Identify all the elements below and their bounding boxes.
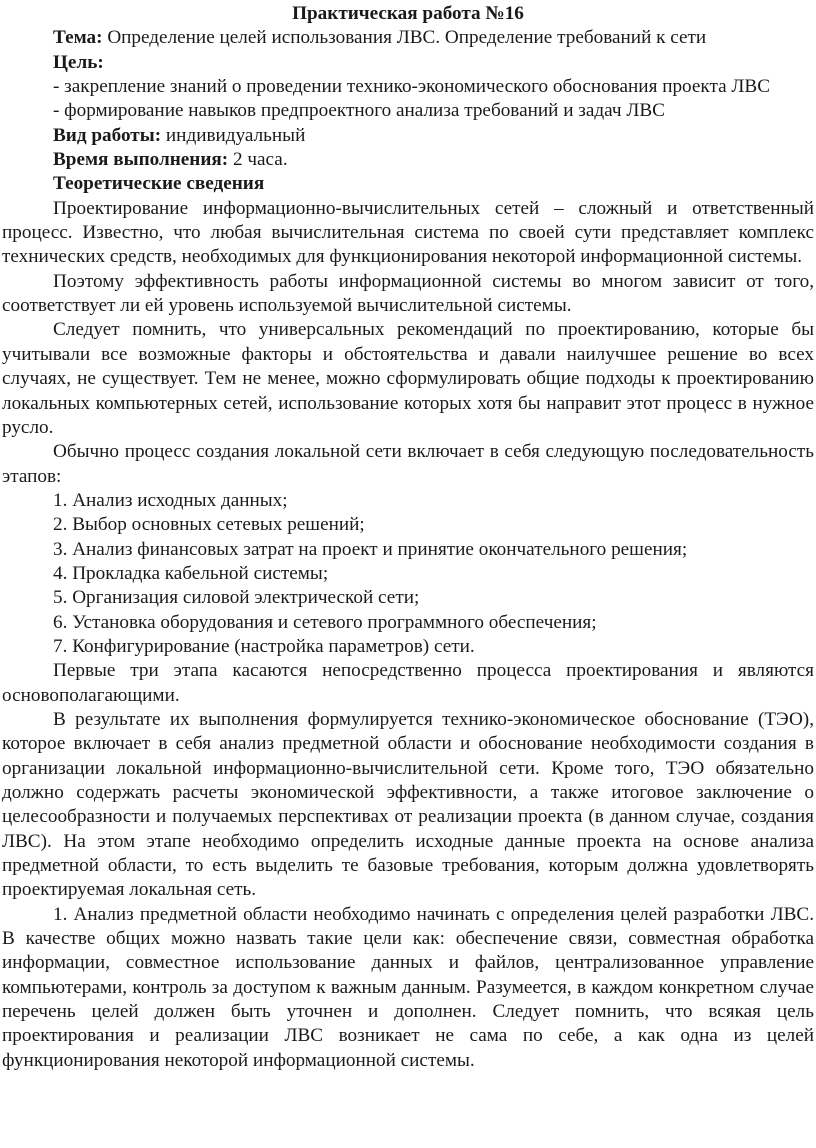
goal-line <box>2 51 814 75</box>
time-text: 2 часа. <box>228 149 288 171</box>
paragraph-3: Следует помнить, что универсальных рекомендаций по проектированию, которые бы учитывали все возможные факторы и обстоятельства и давали наилучшее решение во всех случаях, не существует. Тем не менее, можно сформулировать общие подходы к проектированию локальных компьютерных сетей, использование которых хотя бы направит этот процесс в нужное русло. <box>2 319 814 438</box>
goal-label: Цель: <box>53 51 104 73</box>
work-type-line <box>2 124 814 148</box>
paragraph-4: Обычно процесс создания локальной сети включает в себя следующую последовательность этапов: <box>2 441 814 487</box>
stage-item-6: 6. Установка оборудования и сетевого программного обеспечения; <box>53 611 597 633</box>
time-label: Время выполнения: <box>53 149 229 171</box>
work-type-text: индивидуальный <box>161 124 306 146</box>
document-title: Практическая работа №16 <box>292 3 524 24</box>
theory-heading <box>2 172 814 196</box>
topic-text: Определение целей использования ЛВС. Определение требований к сети <box>102 27 707 49</box>
stage-item-4: 4. Прокладка кабельной системы; <box>53 562 329 584</box>
stage-item-7: 7. Конфигурирование (настройка параметров) сети. <box>53 635 475 657</box>
work-type-label: Вид работы: <box>53 124 162 146</box>
stage-item-2: 2. Выбор основных сетевых решений; <box>53 514 365 536</box>
topic-label: Тема: <box>53 27 103 49</box>
time-line <box>2 148 814 172</box>
stage-item-3: 3. Анализ финансовых затрат на проект и принятие окончательного решения; <box>53 538 688 560</box>
goal-item-1: - закрепление знаний о проведении технико-экономического обоснования проекта ЛВС <box>53 76 771 98</box>
stage-item-5: 5. Организация силовой электрической сети; <box>53 587 420 609</box>
stage-item-1: 1. Анализ исходных данных; <box>53 489 288 511</box>
paragraph-2: Поэтому эффективность работы информационной системы во многом зависит от того, соответствует ли ей уровень используемой вычислительной системы. <box>2 270 814 317</box>
paragraph-6: В результате их выполнения формулируется технико-экономическое обоснование (ТЭО), которое включает в себя анализ предметной области и обоснование необходимости создания в организации локальной информационно-вычислительной сети. Кроме того, ТЭО обязательно должно содержать расчеты экономической эффективности, а также итоговое заключение о целесообразности и получаемых перспективах от реализации проекта (в данном случае, создания ЛВС). На этом этапе необходимо определить исходные данные проекта на основе анализа предметной области, то есть выделить те базовые требования, которым должна удовлетворять проектируемая локальная сеть. <box>2 708 814 901</box>
topic-line <box>2 26 814 50</box>
theory-heading-text: Теоретические сведения <box>53 173 265 195</box>
paragraph-1: Проектирование информационно-вычислительных сетей – сложный и ответственный процесс. Известно, что любая вычислительная система по своей сути представляет комплекс технических средств, необходимых для функционирования некоторой информационной системы. <box>2 197 814 268</box>
paragraph-7: 1. Анализ предметной области необходимо начинать с определения целей разработки ЛВС. В качестве общих можно назвать такие цели как: обеспечение связи, совместная обработка информации, совместное использование данных и файлов, централизованное управление компьютерами, контроль за доступом к важным данным. Разумеется, в каждом конкретном случае перечень целей должен быть уточнен и дополнен. Следует помнить, что всякая цель проектирования и реализации ЛВС возникает не сама по себе, а как одна из целей функционирования некоторой информационной системы. <box>2 903 814 1071</box>
paragraph-5: Первые три этапа касаются непосредственно процесса проектирования и являются основополагающими. <box>2 660 814 706</box>
goal-item-2: - формирование навыков предпроектного анализа требований и задач ЛВС <box>53 100 665 122</box>
